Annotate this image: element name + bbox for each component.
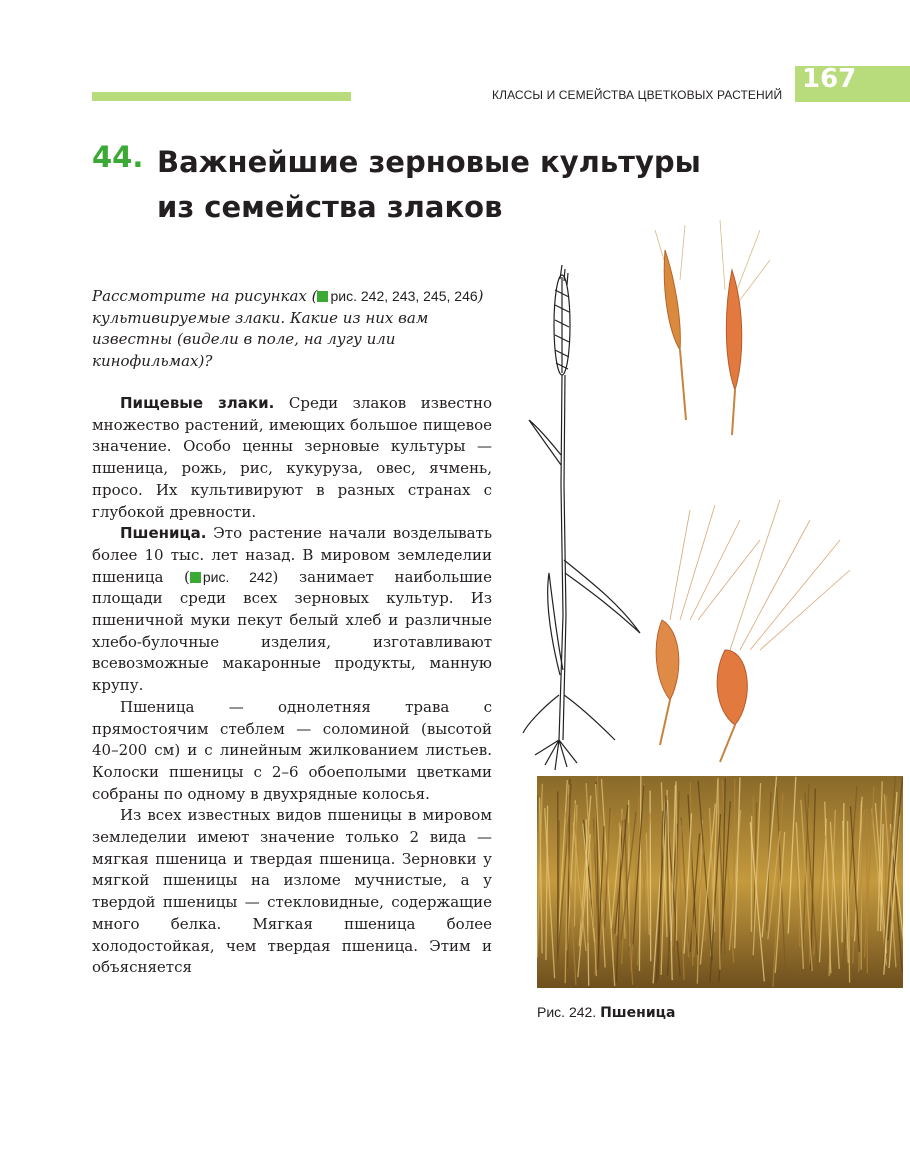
paragraph-text: Это растение начали возделывать более 10 тыс. лет назад. В мировом земледелии пшеница (: [92, 524, 492, 586]
intro-figure-ref: рис. 242, 243, 245, 246: [330, 288, 478, 304]
chapter-title: КЛАССЫ И СЕМЕЙСТВА ЦВЕТКОВЫХ РАСТЕНИЙ: [492, 88, 783, 102]
paragraph-wheat-species: Из всех известных видов пшеницы в мировом земледелии имеют значение только 2 вида — мягкая пшеница и твердая пшеница. Зерновки у мягкой пшеницы на изломе мучнистые, а у твердой пшеницы — стекловидные, содержащие много белка. Мягкая пшеница более холодостойкая, чем твердая пшеница. Этим и объясняется: [92, 806, 492, 977]
wheat-ears-illustration-middle: [640, 500, 860, 770]
paragraph-wheat-morphology: Пшеница — однолетняя трава с прямостоячим стеблем — соломиной (высотой 40–200 см) и с линейным жилкованием листьев. Колоски пшеницы с 2–6 обоеполыми цветками собраны по одному в двухрядные колосья.: [92, 697, 492, 803]
figure-caption-prefix: Рис. 242.: [537, 1004, 597, 1020]
figure-caption: [537, 1004, 675, 1021]
paragraph-lead: Пищевые злаки.: [120, 394, 275, 412]
header-rule: [92, 92, 351, 101]
figure-ref: рис. 242: [202, 568, 273, 585]
wheat-field-photo: [537, 776, 903, 988]
figure-ref-marker-icon: [190, 572, 201, 583]
paragraph-text: ) занимает наибольшие площади среди всех зерновых культур. Из пшеничной муки пекут белый хлеб и различные хлебо-булочные изделия, изготавливают всевозможные макаронные продукты, манную крупу.: [92, 567, 493, 695]
section-title: [157, 140, 701, 230]
paragraph-food-cereals: [92, 393, 492, 523]
section-title-line1: Важнейшие зерновые культуры: [157, 145, 701, 179]
figure-ref-marker-icon: [317, 291, 328, 302]
body-text: [92, 393, 492, 979]
section-number: 44.: [92, 140, 144, 174]
wheat-plant-drawing: [515, 255, 645, 775]
section-title-line2: из семейства злаков: [157, 190, 503, 224]
intro-question: [92, 286, 492, 372]
paragraph-wheat: [92, 523, 492, 697]
figure-caption-title: Пшеница: [600, 1005, 676, 1021]
page-number: 167: [802, 64, 857, 94]
intro-text-start: Рассмотрите на рисунках (: [92, 287, 318, 305]
intro-text-end: ) культивируемые злаки. Какие из них вам известны (видели в поле, на лугу или кинофильмах)?: [92, 287, 484, 370]
wheat-ears-illustration-top: [640, 220, 780, 460]
paragraph-text: Среди злаков известно множество растений, имеющих большое пищевое значение. Особо ценны зерновые культуры — пшеница, рожь, рис, кукуруза, овес, ячмень, просо. Их культивируют в разных странах с глубокой древности.: [92, 394, 492, 521]
paragraph-lead: Пшеница.: [120, 524, 207, 543]
